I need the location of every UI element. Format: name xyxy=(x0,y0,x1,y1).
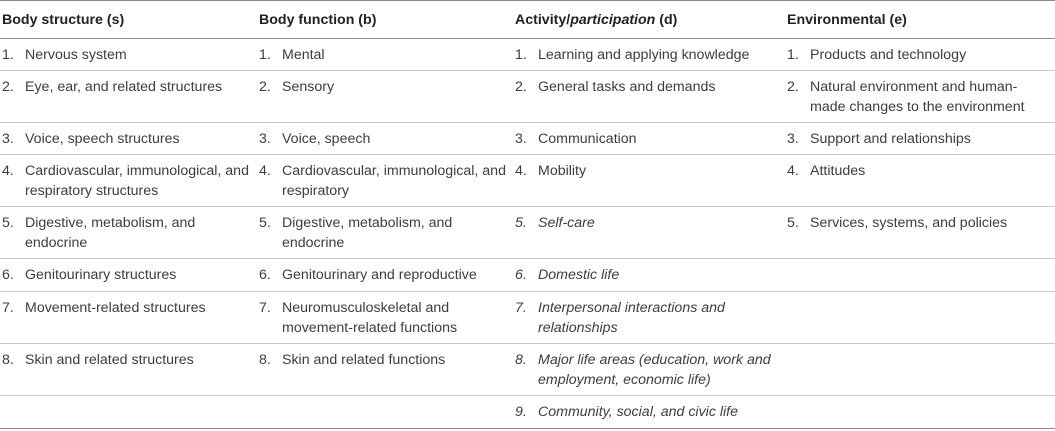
item-text: Digestive, metabolism, and endocrine xyxy=(25,215,196,251)
table-row xyxy=(0,71,1055,123)
cell-body-function xyxy=(257,259,513,292)
cell-activity xyxy=(513,292,785,344)
item-number: 6. xyxy=(515,267,527,283)
cell-environmental xyxy=(785,71,1055,123)
item-number: 8. xyxy=(259,352,271,368)
cell-body-structure xyxy=(0,207,257,259)
item-number: 4. xyxy=(259,163,271,179)
item-text: Natural environment and human-made changes to the environment xyxy=(810,79,1025,115)
item-number: 4. xyxy=(2,163,14,179)
cell-body-function xyxy=(257,207,513,259)
item-number: 2. xyxy=(787,79,799,95)
cell-environmental xyxy=(785,123,1055,155)
cell-activity xyxy=(513,207,785,259)
cell-environmental xyxy=(785,207,1055,259)
item-text: Skin and related structures xyxy=(25,352,194,368)
item-text: Mobility xyxy=(538,163,587,179)
cell-environmental xyxy=(785,39,1055,71)
item-number: 7. xyxy=(259,300,271,316)
header-activity-prefix: Activity/ xyxy=(515,12,571,28)
item-text: Nervous system xyxy=(25,47,127,63)
cell-body-structure xyxy=(0,155,257,207)
item-text: Attitudes xyxy=(810,163,866,179)
item-number: 8. xyxy=(2,352,14,368)
item-number: 5. xyxy=(2,215,14,231)
item-text: Movement-related structures xyxy=(25,300,206,316)
item-number: 1. xyxy=(515,47,527,63)
item-number: 6. xyxy=(259,267,271,283)
item-text: Eye, ear, and related structures xyxy=(25,79,223,95)
item-text: Skin and related functions xyxy=(282,352,446,368)
table-row xyxy=(0,207,1055,259)
header-environmental: Environmental (e) xyxy=(785,1,1055,39)
header-row xyxy=(0,1,1055,39)
header-body-function: Body function (b) xyxy=(257,1,513,39)
cell-activity xyxy=(513,344,785,396)
table-row xyxy=(0,396,1055,429)
cell-body-structure xyxy=(0,292,257,344)
item-text: Interpersonal interactions and relationships xyxy=(538,300,725,336)
cell-body-structure xyxy=(0,123,257,155)
item-text: Communication xyxy=(538,131,637,147)
item-number: 2. xyxy=(515,79,527,95)
table-row xyxy=(0,39,1055,71)
item-number: 4. xyxy=(515,163,527,179)
item-number: 2. xyxy=(259,79,271,95)
item-number: 7. xyxy=(515,300,527,316)
cell-body-function xyxy=(257,292,513,344)
cell-body-function-empty xyxy=(257,396,513,429)
item-number: 1. xyxy=(787,47,799,63)
header-activity-italic: participation xyxy=(570,12,656,28)
cell-environmental-empty xyxy=(785,292,1055,344)
item-text: Sensory xyxy=(282,79,335,95)
item-number: 3. xyxy=(259,131,271,147)
cell-body-function xyxy=(257,71,513,123)
header-activity-participation xyxy=(513,1,785,39)
cell-activity xyxy=(513,39,785,71)
cell-body-structure xyxy=(0,39,257,71)
item-text: Self-care xyxy=(538,215,595,231)
cell-body-structure-empty xyxy=(0,396,257,429)
item-number: 2. xyxy=(2,79,14,95)
item-number: 3. xyxy=(515,131,527,147)
item-text: Learning and applying knowledge xyxy=(538,47,750,63)
item-number: 1. xyxy=(2,47,14,63)
cell-body-function xyxy=(257,155,513,207)
cell-body-structure xyxy=(0,344,257,396)
item-number: 5. xyxy=(515,215,527,231)
item-number: 8. xyxy=(515,352,527,368)
item-text: Community, social, and civic life xyxy=(538,404,739,420)
cell-activity xyxy=(513,396,785,429)
item-number: 5. xyxy=(259,215,271,231)
item-text: Genitourinary and reproductive xyxy=(282,267,477,283)
cell-environmental-empty xyxy=(785,396,1055,429)
item-number: 3. xyxy=(787,131,799,147)
item-number: 5. xyxy=(787,215,799,231)
table-row xyxy=(0,292,1055,344)
table-row xyxy=(0,259,1055,292)
cell-environmental xyxy=(785,155,1055,207)
cell-activity xyxy=(513,155,785,207)
cell-body-structure xyxy=(0,259,257,292)
item-text: Support and relationships xyxy=(810,131,971,147)
item-text: Mental xyxy=(282,47,325,63)
item-text: Services, systems, and policies xyxy=(810,215,1008,231)
cell-activity xyxy=(513,71,785,123)
cell-activity xyxy=(513,259,785,292)
cell-activity xyxy=(513,123,785,155)
item-text: Products and technology xyxy=(810,47,967,63)
item-text: Cardiovascular, immunological, and respiratory structures xyxy=(25,163,249,199)
table-row xyxy=(0,123,1055,155)
item-text: Digestive, metabolism, and endocrine xyxy=(282,215,453,251)
cell-environmental-empty xyxy=(785,259,1055,292)
cell-body-function xyxy=(257,39,513,71)
item-text: Cardiovascular, immunological, and respiratory xyxy=(282,163,506,199)
item-text: Genitourinary structures xyxy=(25,267,177,283)
table-row xyxy=(0,155,1055,207)
item-text: Major life areas (education, work and employment, economic life) xyxy=(538,352,771,388)
item-text: Domestic life xyxy=(538,267,620,283)
header-body-structure: Body structure (s) xyxy=(0,1,257,39)
cell-body-function xyxy=(257,344,513,396)
cell-body-structure xyxy=(0,71,257,123)
item-number: 1. xyxy=(259,47,271,63)
cell-environmental-empty xyxy=(785,344,1055,396)
item-number: 4. xyxy=(787,163,799,179)
item-number: 7. xyxy=(2,300,14,316)
item-text: Voice, speech xyxy=(282,131,371,147)
table-row xyxy=(0,344,1055,396)
item-text: Voice, speech structures xyxy=(25,131,180,147)
header-activity-suffix: (d) xyxy=(655,12,678,28)
item-number: 6. xyxy=(2,267,14,283)
item-number: 3. xyxy=(2,131,14,147)
item-number: 9. xyxy=(515,404,527,420)
item-text: General tasks and demands xyxy=(538,79,716,95)
cell-body-function xyxy=(257,123,513,155)
item-text: Neuromusculoskeletal and movement-related functions xyxy=(282,300,458,336)
